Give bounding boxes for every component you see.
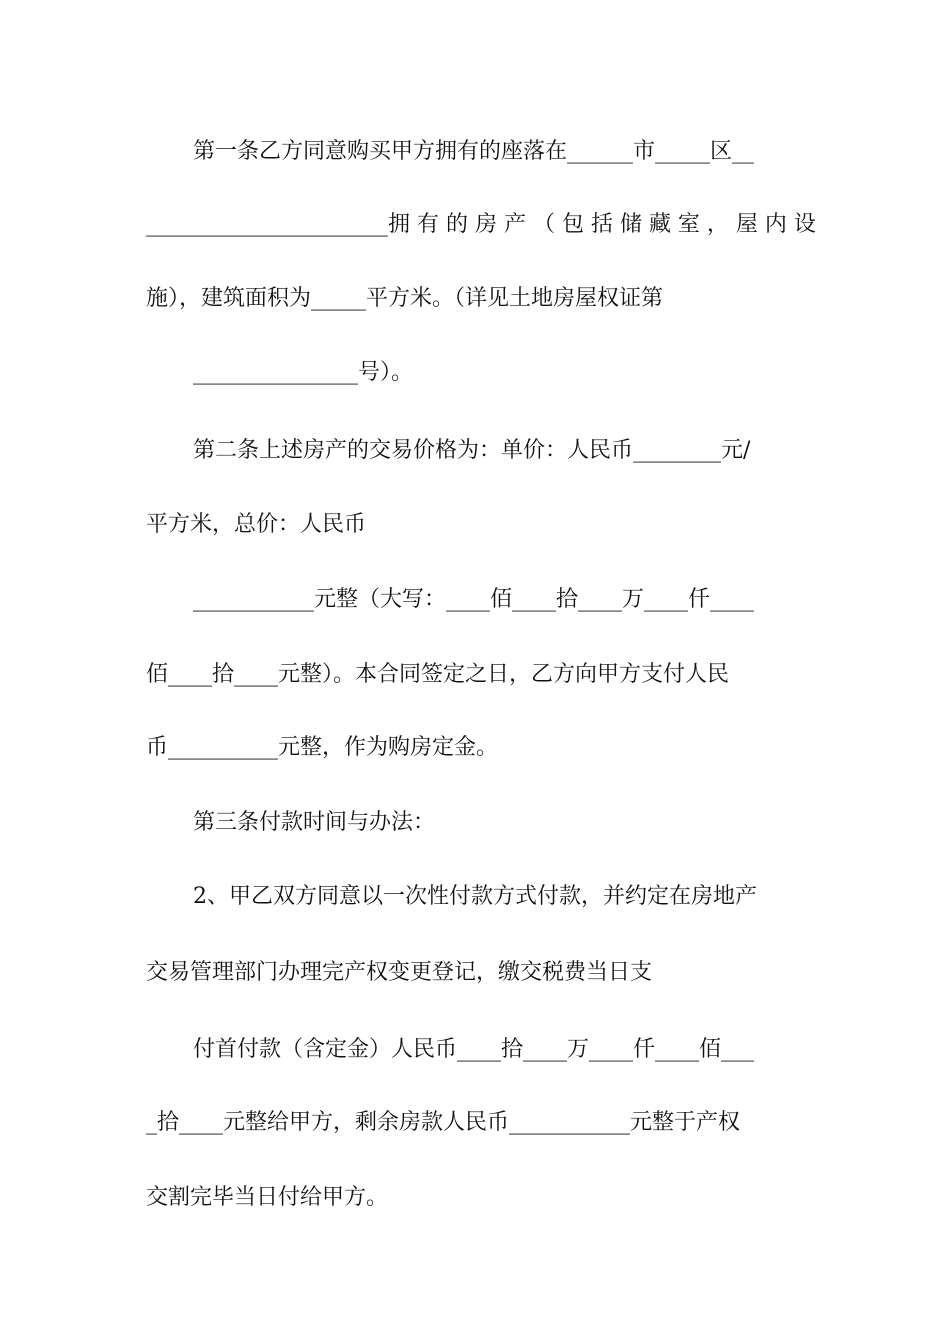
clause-2-line-5: 币__________元整，作为购房定金。 bbox=[146, 735, 499, 760]
clause-1-line-4: _______________号）。 bbox=[193, 360, 414, 385]
clause-3-heading: 第三条付款时间与办法： bbox=[193, 810, 436, 835]
clause-3-item-2-line-1: 2、甲乙双方同意以一次性付款方式付款，并约定在房地产 bbox=[193, 884, 757, 909]
clause-3-item-2-line-4: _拾____元整给甲方，剩余房款人民币___________元整于产权 bbox=[146, 1110, 741, 1135]
clause-3-item-2-line-5: 交割完毕当日付给甲方。 bbox=[146, 1185, 389, 1210]
clause-3-item-2-line-3: 付首付款（含定金）人民币____拾____万____仟____佰___ bbox=[193, 1037, 755, 1062]
clause-2-line-2: 平方米，总价：人民币 bbox=[146, 512, 367, 537]
clause-1-line-1: 第一条乙方同意购买甲方拥有的座落在______市_____区__ bbox=[193, 139, 755, 164]
clause-2-line-3: ___________元整（大写：____佰____拾____万____仟____ bbox=[193, 587, 755, 612]
clause-2-line-4: 佰____拾____元整）。本合同签定之日，乙方向甲方支付人民 bbox=[146, 662, 730, 687]
clause-2-line-1: 第二条上述房产的交易价格为：单价：人民币________元/ bbox=[193, 438, 751, 463]
clause-3-item-2-line-2: 交易管理部门办理完产权变更登记，缴交税费当日支 bbox=[146, 960, 653, 985]
clause-1-line-2: ______________________拥 有 的 房 产 （ 包 括 储 藏 室 ， 屋 内 设 bbox=[146, 212, 816, 237]
clause-1-line-3: 施），建筑面积为_____平方米。（详见土地房屋权证第 bbox=[146, 286, 664, 311]
